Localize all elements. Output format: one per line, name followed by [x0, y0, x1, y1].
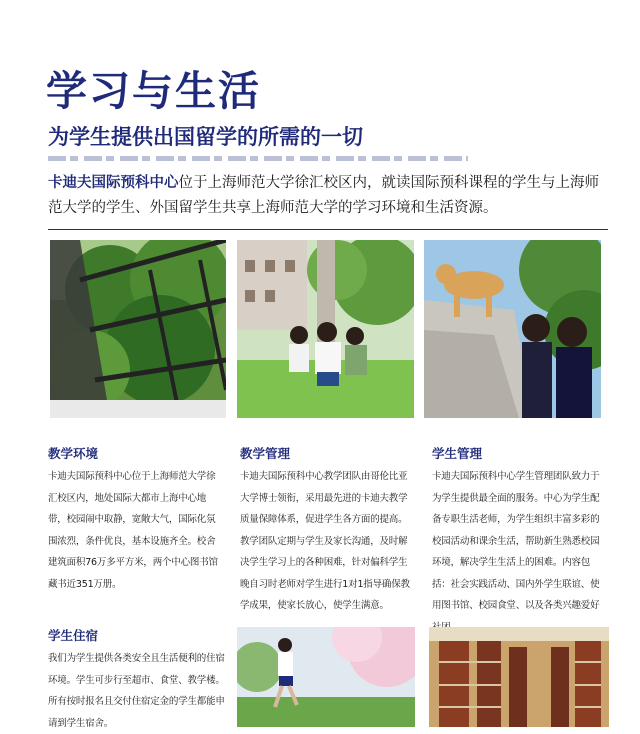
- students-on-lawn-photo: [237, 240, 414, 418]
- students-with-cat-photo: [424, 240, 601, 418]
- runner-photo: [237, 627, 415, 727]
- section-body: 卡迪夫国际预科中心位于上海师范大学徐汇校区内，地处国际大都市上海中心地带，校园闹中取静，宽敞大气，国际化氛围浓烈，条件优良，基本设施齐全。校舍建筑面积76万多平方米，两个中心图书馆藏书近351万册。: [48, 471, 218, 590]
- intro-paragraph: [48, 171, 608, 221]
- intro-text: 位于上海师范大学徐汇校区内，就读国际预科课程的学生与上海师范大学的学生、外国留学生共享上海师范大学的学习环境和生活资源。: [48, 175, 599, 216]
- teaching-environment-section: [48, 444, 224, 595]
- campus-balcony-photo: [50, 240, 226, 418]
- page-subtitle: 为学生提供出国留学的所需的一切: [48, 125, 363, 149]
- library-photo: [429, 627, 609, 727]
- section-heading: 学生管理: [432, 446, 483, 461]
- section-body: 卡迪夫国际预科中心教学团队由哥伦比亚大学博士领衔，采用最先进的卡迪夫教学质量保障体系，促进学生各方面的提高。教学团队定期与学生及家长沟通，及时解决学生学习上的各种困难，针对偏科学生晚自习时老师对学生进行1对1指导确保教学成果，使家长放心，使学生满意。: [240, 471, 410, 611]
- student-housing-section: [48, 626, 228, 734]
- section-body: 卡迪夫国际预科中心学生管理团队致力于为学生提供最全面的服务。中心为学生配备专职生活老师，为学生组织丰富多彩的校园活动和课余生活，帮助新生熟悉校园环境，解决学生生活上的困难。内容包括：社会实践活动、国内外学生联谊、使用图书馆、校园食堂、以及各类兴趣爱好: [432, 471, 600, 611]
- section-body: 我们为学生提供各类安全且生活便利的住宿环境。学生可步行至超市、食堂、教学楼。所有按时报名且交付住宿定金的学生都能申请到学生宿舍。: [48, 653, 225, 729]
- intro-highlight: 卡迪夫国际预科中心: [48, 175, 179, 191]
- teaching-management-section: [240, 444, 416, 617]
- section-heading: 教学环境: [48, 446, 99, 461]
- decorative-line: [48, 156, 468, 161]
- student-management-section: [432, 444, 608, 638]
- page-title: 学习与生活: [46, 67, 261, 115]
- section-heading: 学生住宿: [48, 628, 99, 643]
- section-heading: 教学管理: [240, 446, 291, 461]
- section-divider: [48, 229, 608, 230]
